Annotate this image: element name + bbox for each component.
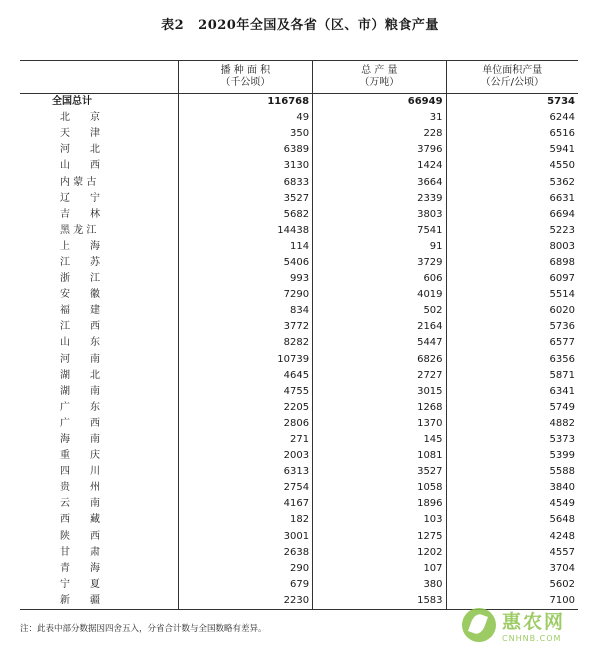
- yield-cell: 3704: [446, 561, 578, 577]
- table-row: [20, 577, 578, 593]
- region-name: 新 疆: [60, 594, 100, 606]
- region-name: 上 海: [60, 240, 100, 252]
- yield-cell: 5736: [446, 319, 578, 335]
- area-cell: 2003: [178, 448, 312, 464]
- table-row: [20, 174, 578, 190]
- table-row: [20, 416, 578, 432]
- output-cell: 1583: [313, 593, 446, 610]
- yield-cell: 6097: [446, 271, 578, 287]
- table-row: [20, 352, 578, 368]
- output-cell: 31: [313, 110, 446, 126]
- output-cell: 2339: [313, 191, 446, 207]
- area-cell: 3130: [178, 158, 312, 174]
- header-yield-label: 单位面积产量: [482, 65, 543, 76]
- yield-cell: 6516: [446, 126, 578, 142]
- table-number: 表2: [161, 18, 185, 33]
- watermark-domain: CNHNB.COM: [502, 634, 562, 643]
- yield-cell: 6341: [446, 384, 578, 400]
- header-region: [20, 61, 178, 94]
- header-area: [178, 61, 312, 94]
- yield-cell: 3840: [446, 480, 578, 496]
- area-cell: 6313: [178, 464, 312, 480]
- yield-cell: 6577: [446, 335, 578, 351]
- table-row: [20, 464, 578, 480]
- area-cell: 2754: [178, 480, 312, 496]
- region-name: 西 藏: [60, 514, 100, 526]
- yield-cell: 8003: [446, 239, 578, 255]
- output-cell: 228: [313, 126, 446, 142]
- table-header-row: [20, 61, 578, 94]
- table-title: [0, 14, 600, 33]
- table-row: [20, 319, 578, 335]
- output-cell: 3796: [313, 142, 446, 158]
- table-row: [20, 303, 578, 319]
- table-row: [20, 561, 578, 577]
- yield-cell: 6631: [446, 191, 578, 207]
- region-name: 甘 肃: [60, 546, 100, 558]
- output-cell: 3803: [313, 207, 446, 223]
- header-area-unit: （千公顷）: [220, 77, 271, 88]
- table-row: [20, 271, 578, 287]
- yield-cell: 5514: [446, 287, 578, 303]
- output-cell: 1424: [313, 158, 446, 174]
- table-row: [20, 545, 578, 561]
- output-cell: 5447: [313, 335, 446, 351]
- region-name: 天 津: [60, 128, 100, 140]
- output-cell: 2727: [313, 368, 446, 384]
- region-name: 四 川: [60, 466, 100, 478]
- area-cell: 3772: [178, 319, 312, 335]
- yield-cell: 6694: [446, 207, 578, 223]
- yield-cell: 5223: [446, 223, 578, 239]
- yield-cell: 4549: [446, 496, 578, 512]
- table-row: [20, 191, 578, 207]
- output-cell: 1058: [313, 480, 446, 496]
- region-name: 河 南: [60, 353, 100, 365]
- region-name: 湖 南: [60, 385, 100, 397]
- table-row: [20, 432, 578, 448]
- table-row: [20, 223, 578, 239]
- footnote: 注：此表中部分数据因四舍五入，分省合计数与全国数略有差异。: [20, 624, 267, 634]
- watermark-brand: 惠农网: [502, 611, 566, 633]
- total-area: 116768: [178, 94, 312, 111]
- area-cell: 2806: [178, 416, 312, 432]
- header-output-unit: （万吨）: [359, 77, 400, 88]
- output-cell: 502: [313, 303, 446, 319]
- region-name: 广 东: [60, 401, 100, 413]
- output-cell: 7541: [313, 223, 446, 239]
- area-cell: 14438: [178, 223, 312, 239]
- area-cell: 993: [178, 271, 312, 287]
- header-output: [313, 61, 446, 94]
- area-cell: 3001: [178, 529, 312, 545]
- output-cell: 103: [313, 512, 446, 528]
- yield-cell: 5373: [446, 432, 578, 448]
- yield-cell: 4550: [446, 158, 578, 174]
- area-cell: 10739: [178, 352, 312, 368]
- header-area-label: 播 种 面 积: [220, 65, 271, 76]
- grain-output-table: [20, 60, 578, 610]
- yield-cell: 5362: [446, 174, 578, 190]
- region-name: 江 西: [60, 321, 100, 333]
- area-cell: 5406: [178, 255, 312, 271]
- region-name: 福 建: [60, 305, 100, 317]
- area-cell: 114: [178, 239, 312, 255]
- area-cell: 4645: [178, 368, 312, 384]
- area-cell: 834: [178, 303, 312, 319]
- watermark: [462, 603, 592, 647]
- yield-cell: 5941: [446, 142, 578, 158]
- total-label: 全国总计: [52, 96, 92, 108]
- output-cell: 606: [313, 271, 446, 287]
- leaf-logo-icon: [462, 608, 496, 642]
- region-name: 河 北: [60, 144, 100, 156]
- region-name: 江 苏: [60, 256, 100, 268]
- area-cell: 182: [178, 512, 312, 528]
- table-row: [20, 384, 578, 400]
- table-row: [20, 368, 578, 384]
- total-yield: 5734: [446, 94, 578, 111]
- region-name: 黑 龙 江: [60, 224, 97, 236]
- yield-cell: 5871: [446, 368, 578, 384]
- area-cell: 350: [178, 126, 312, 142]
- output-cell: 4019: [313, 287, 446, 303]
- table-row: [20, 512, 578, 528]
- header-output-label: 总 产 量: [361, 65, 398, 76]
- region-name: 湖 北: [60, 369, 100, 381]
- output-cell: 1202: [313, 545, 446, 561]
- region-name: 海 南: [60, 434, 100, 446]
- area-cell: 290: [178, 561, 312, 577]
- region-name: 辽 宁: [60, 192, 100, 204]
- output-cell: 3015: [313, 384, 446, 400]
- area-cell: 271: [178, 432, 312, 448]
- area-cell: 6833: [178, 174, 312, 190]
- region-name: 安 徽: [60, 289, 100, 301]
- region-name: 广 西: [60, 417, 100, 429]
- area-cell: 3527: [178, 191, 312, 207]
- yield-cell: 6898: [446, 255, 578, 271]
- output-cell: 2164: [313, 319, 446, 335]
- output-cell: 1896: [313, 496, 446, 512]
- region-name: 内 蒙 古: [60, 176, 97, 188]
- table-row: [20, 207, 578, 223]
- table-row: [20, 335, 578, 351]
- region-name: 山 西: [60, 160, 100, 172]
- output-cell: 1268: [313, 400, 446, 416]
- region-name: 青 海: [60, 562, 100, 574]
- header-yield: [446, 61, 578, 94]
- area-cell: 2230: [178, 593, 312, 610]
- area-cell: 6389: [178, 142, 312, 158]
- table-row: [20, 110, 578, 126]
- total-output: 66949: [313, 94, 446, 111]
- region-name: 宁 夏: [60, 578, 100, 590]
- yield-cell: 5602: [446, 577, 578, 593]
- region-name: 浙 江: [60, 273, 100, 285]
- area-cell: 4167: [178, 496, 312, 512]
- output-cell: 1275: [313, 529, 446, 545]
- output-cell: 380: [313, 577, 446, 593]
- total-row: [20, 94, 578, 111]
- output-cell: 1081: [313, 448, 446, 464]
- output-cell: 6826: [313, 352, 446, 368]
- output-cell: 1370: [313, 416, 446, 432]
- yield-cell: 5648: [446, 512, 578, 528]
- output-cell: 145: [313, 432, 446, 448]
- yield-cell: 6020: [446, 303, 578, 319]
- region-name: 贵 州: [60, 482, 100, 494]
- area-cell: 679: [178, 577, 312, 593]
- table-row: [20, 448, 578, 464]
- output-cell: 91: [313, 239, 446, 255]
- table-row: [20, 287, 578, 303]
- region-name: 吉 林: [60, 208, 100, 220]
- area-cell: 5682: [178, 207, 312, 223]
- output-cell: 3729: [313, 255, 446, 271]
- yield-cell: 6244: [446, 110, 578, 126]
- header-yield-unit: （公斤/公顷）: [480, 77, 544, 88]
- yield-cell: 4248: [446, 529, 578, 545]
- area-cell: 4755: [178, 384, 312, 400]
- table-row: [20, 126, 578, 142]
- area-cell: 2638: [178, 545, 312, 561]
- table-row: [20, 239, 578, 255]
- area-cell: 2205: [178, 400, 312, 416]
- region-name: 北 京: [60, 112, 100, 124]
- yield-cell: 5588: [446, 464, 578, 480]
- table-row: [20, 480, 578, 496]
- table-row: [20, 255, 578, 271]
- output-cell: 107: [313, 561, 446, 577]
- table-row: [20, 158, 578, 174]
- area-cell: 7290: [178, 287, 312, 303]
- table-row: [20, 496, 578, 512]
- region-name: 陕 西: [60, 530, 100, 542]
- area-cell: 8282: [178, 335, 312, 351]
- yield-cell: 4882: [446, 416, 578, 432]
- table-title-text: 2020年全国及各省（区、市）粮食产量: [198, 18, 439, 33]
- yield-cell: 6356: [446, 352, 578, 368]
- table-row: [20, 400, 578, 416]
- output-cell: 3664: [313, 174, 446, 190]
- region-name: 云 南: [60, 498, 100, 510]
- output-cell: 3527: [313, 464, 446, 480]
- table-row: [20, 142, 578, 158]
- region-name: 重 庆: [60, 450, 100, 462]
- region-name: 山 东: [60, 337, 100, 349]
- table-row: [20, 529, 578, 545]
- yield-cell: 4557: [446, 545, 578, 561]
- area-cell: 49: [178, 110, 312, 126]
- yield-cell: 5749: [446, 400, 578, 416]
- yield-cell: 7100: [446, 593, 578, 610]
- yield-cell: 5399: [446, 448, 578, 464]
